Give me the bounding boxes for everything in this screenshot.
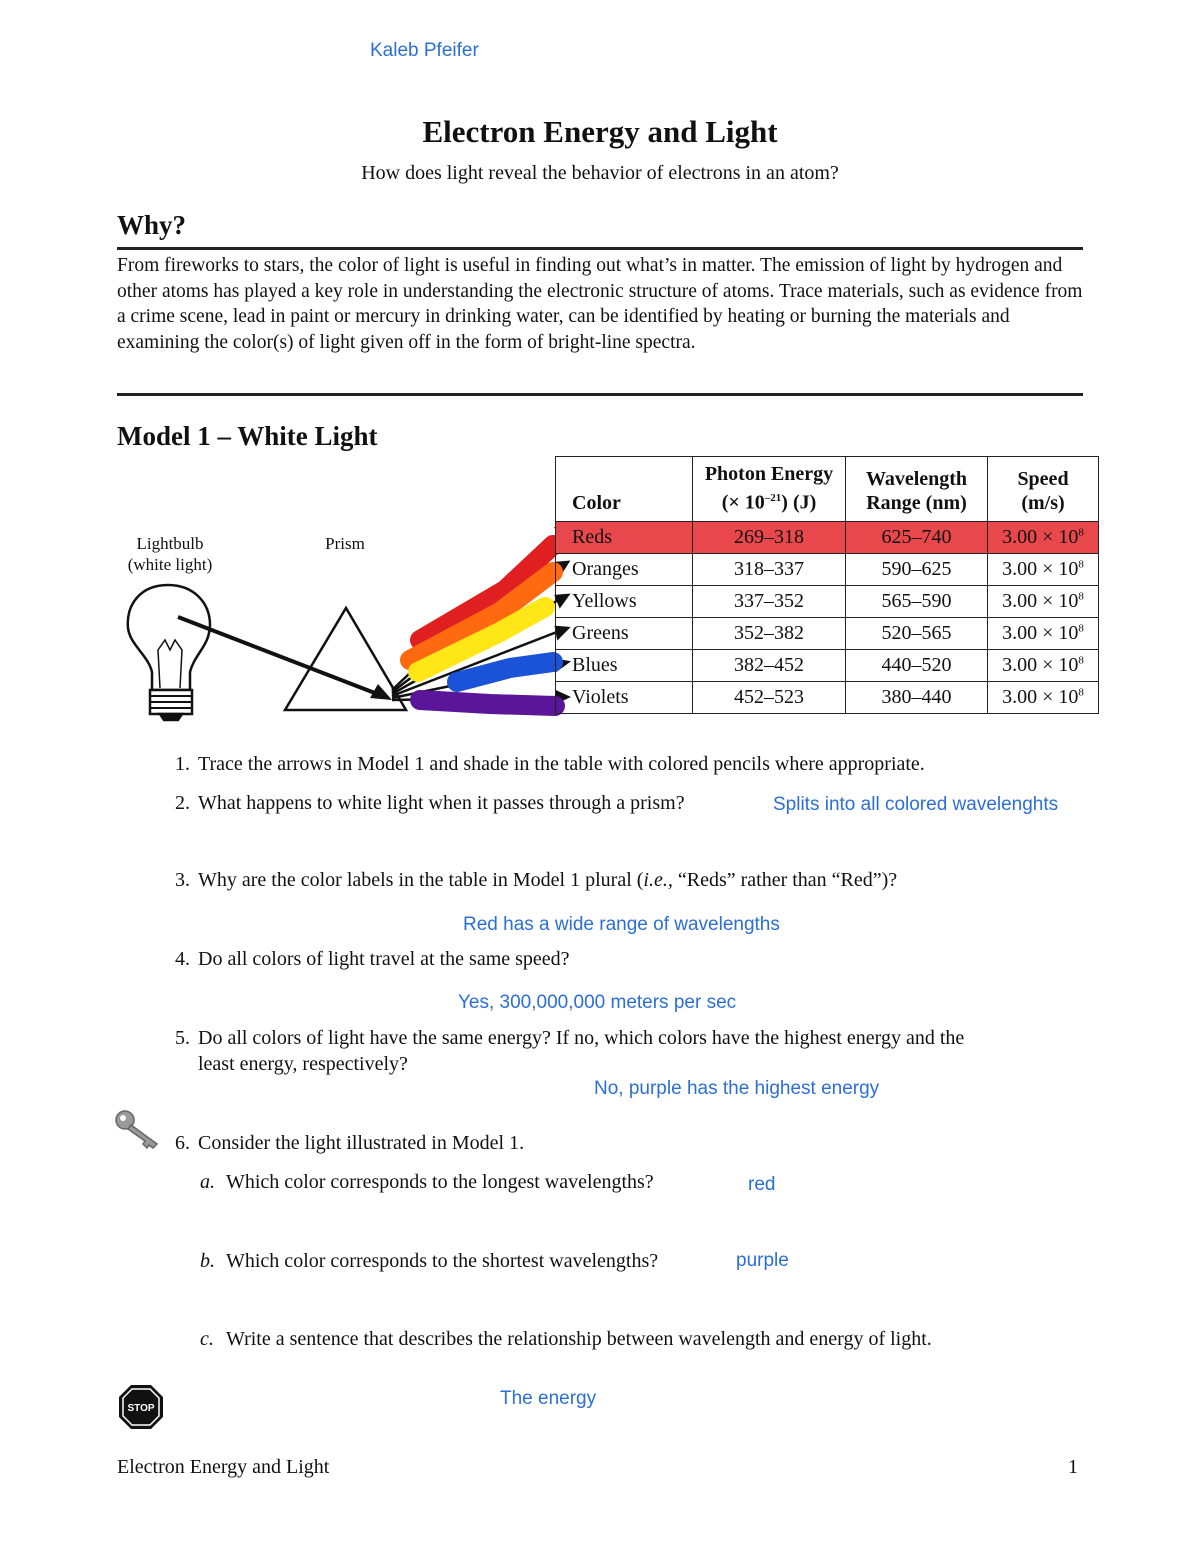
stop-sign-text: STOP <box>127 1403 155 1414</box>
model1-table <box>555 456 1099 714</box>
question-6: 6. Consider the light illustrated in Model 1. <box>175 1132 525 1154</box>
question-1: 1. Trace the arrows in Model 1 and shade in the table with colored pencils where appropriate. <box>175 753 925 775</box>
question-6b: b. Which color corresponds to the shortest wavelengths? <box>200 1250 659 1272</box>
answer-6a[interactable]: red <box>748 1174 776 1195</box>
table-header-row <box>556 457 1099 522</box>
col-header-wavelength-line1: Wavelength <box>865 468 968 490</box>
stop-sign-icon <box>117 1383 165 1431</box>
cell-energy: 452–523 <box>693 682 846 714</box>
cell-color: Greens <box>556 618 693 650</box>
divider <box>117 247 1083 250</box>
question-6a: a. Which color corresponds to the longest wavelengths? <box>200 1171 654 1193</box>
question-2: 2. What happens to white light when it passes through a prism? <box>175 792 685 814</box>
cell-color: Reds <box>556 522 693 554</box>
table-row <box>556 618 1099 650</box>
col-header-speed-line1: Speed <box>1017 468 1069 490</box>
cell-wavelength: 440–520 <box>846 650 988 682</box>
cell-speed: $3.00 \times 10^8$ <box>988 554 1099 586</box>
answer-3[interactable]: Red has a wide range of wavelengths <box>463 914 780 935</box>
question-4-text: Do all colors of light travel at the same speed? <box>198 948 570 970</box>
question-4: 4. Do all colors of light travel at the same speed? <box>175 948 570 970</box>
lightbulb-label-line1: Lightbulb <box>136 534 204 553</box>
divider <box>117 393 1083 396</box>
cell-wavelength: 520–565 <box>846 618 988 650</box>
table-row <box>556 586 1099 618</box>
col-header-speed-line2: (m/s) <box>1021 492 1065 514</box>
student-name: Kaleb Pfeifer <box>370 40 479 61</box>
why-heading: Why? <box>117 210 187 240</box>
question-6c: c. Write a sentence that describes the relationship between wavelength and energy of light. <box>200 1328 932 1350</box>
answer-2[interactable]: Splits into all colored wavelenghts <box>773 794 1059 815</box>
answer-4[interactable]: Yes, 300,000,000 meters per sec <box>458 992 737 1013</box>
table-row <box>556 554 1099 586</box>
answer-6b[interactable]: purple <box>736 1250 789 1271</box>
cell-color: Violets <box>556 682 693 714</box>
cell-energy: 269–318 <box>693 522 846 554</box>
cell-speed: $3.00 \times 10^8$ <box>988 522 1099 554</box>
lightbulb-icon <box>128 585 210 720</box>
prism-label: Prism <box>325 534 365 553</box>
lightbulb-label-line2: (white light) <box>127 555 213 574</box>
cell-speed: $3.00 \times 10^8$ <box>988 618 1099 650</box>
question-5: 5. Do all colors of light have the same energy? If no, which colors have the highest energy and the least energy, respectively? <box>175 1027 965 1075</box>
cell-wavelength: 565–590 <box>846 586 988 618</box>
answer-5[interactable]: No, purple has the highest energy <box>594 1078 880 1099</box>
cell-wavelength: 380–440 <box>846 682 988 714</box>
cell-color: Oranges <box>556 554 693 586</box>
col-header-color: Color <box>556 457 693 522</box>
col-header-energy-line2: (× $10^{-21}$) (J) <box>721 492 817 514</box>
col-header-energy-line1: Photon Energy <box>704 463 834 486</box>
footer-title: Electron Energy and Light <box>117 1456 330 1478</box>
table-row <box>556 522 1099 554</box>
question-3: 3. Why are the color labels in the table in Model 1 plural (i.e., “Reds” rather than “Red”)? <box>175 869 898 891</box>
cell-color: Yellows <box>556 586 693 618</box>
cell-energy: 337–352 <box>693 586 846 618</box>
answer-6c[interactable]: The energy <box>500 1388 597 1409</box>
cell-speed: $3.00 \times 10^8$ <box>988 682 1099 714</box>
cell-color: Blues <box>556 650 693 682</box>
document-subtitle: How does light reveal the behavior of electrons in an atom? <box>361 162 839 184</box>
table-row <box>556 682 1099 714</box>
cell-energy: 382–452 <box>693 650 846 682</box>
cell-speed: $3.00 \times 10^8$ <box>988 586 1099 618</box>
col-header-wavelength <box>846 457 988 522</box>
prism-icon <box>285 608 406 710</box>
col-header-speed <box>988 457 1099 522</box>
cell-wavelength: 590–625 <box>846 554 988 586</box>
question-6-text: Consider the light illustrated in Model 1. <box>198 1132 525 1154</box>
document-title: Electron Energy and Light <box>422 114 778 149</box>
cell-energy: 352–382 <box>693 618 846 650</box>
cell-speed: $3.00 \times 10^8$ <box>988 650 1099 682</box>
table-row <box>556 650 1099 682</box>
white-light-arrow <box>178 617 380 695</box>
col-header-energy <box>693 457 846 522</box>
model1-heading: Model 1 – White Light <box>117 421 378 451</box>
col-header-wavelength-line2: Range (nm) <box>866 492 967 514</box>
why-paragraph: From fireworks to stars, the color of light is useful in finding out what’s in matter. The emission of light by hydrogen and other atoms has played a key role in understanding the electronic structure of atoms. Trace materials, such as evidence from a crime scene, lead in paint or mercury in drinking water, can be identified by heating or burning the materials and examining the color(s) of light given off in the form of bright-line spectra. <box>117 255 1083 353</box>
cell-energy: 318–337 <box>693 554 846 586</box>
page-number: 1 <box>1068 1456 1078 1478</box>
cell-wavelength: 625–740 <box>846 522 988 554</box>
prism-diagram <box>110 520 580 730</box>
question-1-text: Trace the arrows in Model 1 and shade in the table with colored pencils where appropriate. <box>198 753 925 775</box>
question-2-text: What happens to white light when it passes through a prism? <box>198 792 685 814</box>
key-icon <box>113 1108 163 1150</box>
